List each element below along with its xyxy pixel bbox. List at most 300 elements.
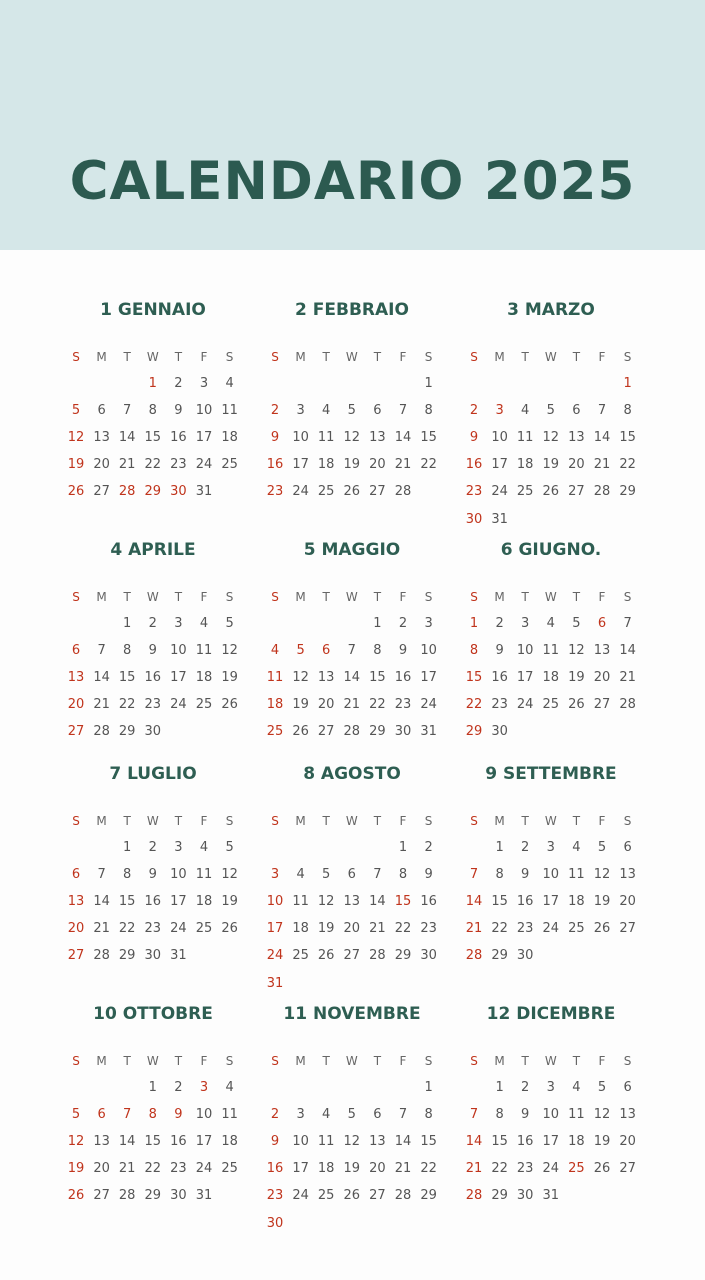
holiday-day: 7 — [123, 1107, 132, 1123]
page-title: CALENDARIO 2025 — [69, 151, 636, 212]
month-title: 7 LUGLIO — [109, 764, 197, 784]
holiday-day: 16 — [465, 457, 483, 473]
day: 4 — [296, 867, 305, 883]
weekday-label: T — [322, 350, 330, 364]
day: 18 — [568, 894, 585, 910]
day: 24 — [542, 1161, 560, 1177]
day: 25 — [317, 1188, 335, 1204]
day: 10 — [292, 1134, 309, 1150]
day: 23 — [394, 697, 412, 713]
holiday-day: 22 — [465, 697, 483, 713]
weekday-label: S — [424, 350, 433, 364]
day: 31 — [420, 724, 437, 740]
day: 13 — [593, 643, 611, 659]
day: 5 — [347, 1107, 356, 1123]
day: 15 — [369, 670, 386, 686]
holiday-day: 31 — [266, 975, 284, 991]
day: 25 — [568, 921, 585, 937]
holiday-day: 2 — [270, 1107, 280, 1123]
day: 10 — [292, 430, 309, 446]
day: 26 — [221, 921, 238, 937]
weekday-label: T — [322, 590, 330, 604]
weekday-label: F — [399, 1054, 407, 1068]
day: 24 — [292, 484, 309, 500]
weekday-label: W — [146, 1054, 159, 1068]
holiday-day: 12 — [67, 430, 85, 446]
day: 4 — [521, 403, 530, 419]
day: 19 — [343, 1161, 361, 1177]
day: 9 — [521, 867, 530, 883]
day: 18 — [195, 894, 213, 910]
holiday-day: 27 — [67, 724, 85, 740]
holiday-day: 16 — [266, 457, 284, 473]
weekday-label: F — [200, 590, 208, 604]
weekday-label: S — [424, 590, 433, 604]
day: 18 — [195, 670, 213, 686]
day: 17 — [170, 894, 187, 910]
day: 2 — [521, 1080, 530, 1095]
weekday-label: T — [174, 590, 183, 604]
weekday-label: S — [470, 350, 478, 364]
day: 14 — [343, 670, 361, 686]
weekday-label: S — [225, 1054, 234, 1068]
day: 23 — [144, 697, 162, 713]
weekday-label: S — [225, 814, 234, 828]
weekday-label: T — [174, 350, 183, 364]
day: 9 — [495, 643, 504, 659]
holiday-day: 16 — [266, 1161, 284, 1177]
day: 25 — [516, 484, 534, 500]
day: 15 — [144, 1134, 162, 1150]
day: 5 — [225, 840, 234, 855]
day: 27 — [343, 948, 361, 964]
weekday-label: M — [96, 350, 107, 364]
weekday-label: S — [72, 590, 80, 604]
day: 30 — [516, 948, 534, 964]
weekday-label: T — [123, 350, 131, 364]
day: 31 — [195, 484, 213, 500]
weekday-label: S — [271, 590, 279, 604]
weekday-label: S — [470, 1054, 478, 1068]
day: 2 — [521, 840, 530, 855]
holiday-day: 3 — [495, 403, 504, 419]
day: 13 — [93, 1134, 110, 1150]
day: 24 — [195, 1161, 213, 1177]
day: 24 — [516, 697, 534, 713]
weekday-label: W — [544, 350, 557, 364]
day: 13 — [317, 670, 335, 686]
holiday-day: 28 — [465, 948, 483, 964]
weekday-label: T — [521, 590, 529, 604]
day: 8 — [623, 403, 632, 419]
holiday-day: 30 — [266, 1215, 284, 1231]
weekday-label: S — [72, 1054, 80, 1068]
month-title: 5 MAGGIO — [303, 540, 401, 560]
holiday-day: 6 — [597, 616, 607, 631]
day: 18 — [568, 1134, 585, 1150]
day: 8 — [123, 867, 132, 883]
day: 11 — [221, 1107, 238, 1123]
day: 16 — [144, 894, 162, 910]
day: 20 — [619, 1134, 636, 1150]
weekday-label: S — [271, 350, 279, 364]
day: 5 — [322, 867, 331, 883]
weekday-label: T — [322, 1054, 330, 1068]
day: 13 — [568, 430, 585, 446]
day: 5 — [597, 840, 607, 855]
day: 6 — [623, 840, 632, 855]
weekday-label: F — [598, 1054, 606, 1068]
day: 19 — [593, 894, 611, 910]
weekday-label: S — [623, 1054, 632, 1068]
day: 16 — [516, 1134, 534, 1150]
day: 11 — [568, 1107, 585, 1123]
day: 26 — [343, 1188, 361, 1204]
day: 3 — [199, 376, 209, 391]
holiday-day: 19 — [67, 457, 85, 473]
day: 23 — [516, 1161, 534, 1177]
day: 30 — [420, 948, 437, 964]
day: 14 — [394, 430, 412, 446]
day: 4 — [572, 840, 581, 855]
holiday-day: 27 — [67, 948, 85, 964]
day: 25 — [195, 697, 213, 713]
day: 18 — [317, 1161, 335, 1177]
day: 1 — [424, 1080, 433, 1095]
month-title: 12 DICEMBRE — [486, 1004, 616, 1024]
day: 28 — [394, 484, 412, 500]
day: 12 — [343, 430, 361, 446]
holiday-day: 13 — [67, 670, 85, 686]
day: 25 — [542, 697, 560, 713]
day: 25 — [195, 921, 213, 937]
weekday-label: W — [544, 590, 557, 604]
day: 13 — [619, 1107, 636, 1123]
holiday-day: 30 — [170, 484, 187, 500]
day: 28 — [118, 1188, 136, 1204]
weekday-label: T — [521, 350, 529, 364]
weekday-label: T — [572, 590, 581, 604]
day: 15 — [491, 1134, 508, 1150]
day: 30 — [394, 724, 412, 740]
weekday-label: S — [424, 1054, 433, 1068]
day: 29 — [369, 724, 386, 740]
weekday-label: M — [494, 814, 505, 828]
day: 19 — [568, 670, 585, 686]
day: 8 — [424, 403, 433, 419]
day: 20 — [369, 1161, 386, 1177]
day: 20 — [343, 921, 361, 937]
day: 3 — [424, 616, 433, 631]
day: 26 — [593, 1161, 611, 1177]
weekday-label: T — [123, 814, 131, 828]
day: 10 — [542, 867, 560, 883]
day: 20 — [93, 457, 110, 473]
holiday-day: 9 — [174, 1107, 183, 1123]
day: 14 — [369, 894, 386, 910]
day: 26 — [221, 697, 238, 713]
weekday-label: S — [623, 814, 632, 828]
day: 3 — [296, 403, 305, 419]
holiday-day: 10 — [266, 894, 284, 910]
weekday-label: S — [623, 590, 632, 604]
day: 22 — [491, 921, 508, 937]
weekday-label: S — [623, 350, 632, 364]
day: 29 — [491, 1188, 508, 1204]
day: 16 — [420, 894, 437, 910]
day: 18 — [221, 1134, 238, 1150]
holiday-day: 6 — [71, 643, 81, 659]
day: 18 — [292, 921, 309, 937]
weekday-label: F — [200, 350, 208, 364]
day: 9 — [398, 643, 408, 659]
day: 7 — [373, 867, 382, 883]
month-title: 4 APRILE — [110, 540, 196, 560]
day: 7 — [597, 403, 607, 419]
weekday-label: T — [123, 1054, 131, 1068]
day: 21 — [593, 457, 611, 473]
day: 8 — [424, 1107, 433, 1123]
day: 29 — [619, 484, 636, 500]
day: 30 — [144, 948, 162, 964]
day: 15 — [118, 894, 136, 910]
day: 28 — [343, 724, 361, 740]
day: 25 — [221, 457, 238, 473]
weekday-label: T — [123, 590, 131, 604]
weekday-label: W — [544, 814, 557, 828]
holiday-day: 12 — [67, 1134, 85, 1150]
day: 22 — [394, 921, 412, 937]
holiday-day: 23 — [266, 1188, 284, 1204]
day: 26 — [593, 921, 611, 937]
weekday-label: T — [572, 350, 581, 364]
day: 15 — [619, 430, 636, 446]
day: 22 — [369, 697, 386, 713]
weekday-label: W — [345, 350, 358, 364]
holiday-day: 1 — [148, 376, 157, 391]
day: 10 — [170, 867, 187, 883]
day: 5 — [597, 1080, 607, 1095]
day: 16 — [170, 1134, 187, 1150]
day: 23 — [170, 457, 187, 473]
day: 21 — [118, 457, 136, 473]
day: 30 — [144, 724, 162, 740]
day: 7 — [97, 643, 106, 659]
day: 1 — [424, 376, 433, 391]
day: 9 — [148, 643, 157, 659]
holiday-day: 29 — [465, 724, 483, 740]
day: 4 — [322, 1107, 331, 1123]
weekday-label: F — [598, 350, 606, 364]
day: 9 — [424, 867, 433, 883]
holiday-day: 7 — [469, 867, 479, 883]
day: 25 — [292, 948, 309, 964]
day: 7 — [398, 1107, 408, 1123]
weekday-label: F — [598, 814, 606, 828]
day: 17 — [542, 894, 560, 910]
holiday-day: 3 — [270, 867, 280, 883]
day: 12 — [221, 643, 238, 659]
day: 17 — [420, 670, 437, 686]
day: 3 — [521, 616, 530, 631]
day: 25 — [317, 484, 335, 500]
day: 12 — [593, 1107, 611, 1123]
day: 22 — [144, 457, 162, 473]
weekday-label: S — [271, 1054, 279, 1068]
holiday-day: 19 — [67, 1161, 85, 1177]
day: 24 — [195, 457, 213, 473]
weekday-label: M — [295, 1054, 306, 1068]
day: 6 — [373, 403, 382, 419]
day: 15 — [491, 894, 508, 910]
day: 17 — [491, 457, 508, 473]
holiday-day: 28 — [118, 484, 136, 500]
holiday-day: 23 — [465, 484, 483, 500]
day: 16 — [170, 430, 187, 446]
day: 30 — [516, 1188, 534, 1204]
day: 3 — [546, 840, 555, 855]
day: 21 — [93, 921, 110, 937]
day: 9 — [521, 1107, 530, 1123]
day: 27 — [619, 921, 636, 937]
day: 2 — [174, 376, 183, 391]
day: 31 — [491, 511, 508, 527]
day: 11 — [542, 643, 560, 659]
day: 20 — [568, 457, 585, 473]
holiday-day: 25 — [568, 1161, 585, 1177]
day: 27 — [619, 1161, 636, 1177]
day: 1 — [398, 840, 408, 855]
weekday-label: W — [544, 1054, 557, 1068]
day: 1 — [148, 1080, 157, 1095]
day: 13 — [619, 867, 636, 883]
day: 19 — [593, 1134, 611, 1150]
day: 1 — [123, 840, 132, 855]
day: 14 — [593, 430, 611, 446]
day: 11 — [568, 867, 585, 883]
day: 27 — [568, 484, 585, 500]
weekday-label: S — [424, 814, 433, 828]
day: 7 — [97, 867, 106, 883]
day: 19 — [292, 697, 309, 713]
holiday-day: 8 — [148, 1107, 157, 1123]
day: 15 — [144, 430, 162, 446]
holiday-day: 23 — [266, 484, 284, 500]
day: 2 — [398, 616, 408, 631]
day: 27 — [93, 1188, 110, 1204]
weekday-label: M — [494, 1054, 505, 1068]
day: 11 — [195, 643, 213, 659]
weekday-label: W — [146, 350, 159, 364]
holiday-day: 2 — [270, 403, 280, 419]
weekday-label: T — [174, 814, 183, 828]
holiday-day: 20 — [67, 921, 85, 937]
weekday-label: M — [96, 590, 107, 604]
day: 28 — [593, 484, 611, 500]
day: 2 — [424, 840, 433, 855]
weekday-label: F — [399, 590, 407, 604]
day: 10 — [542, 1107, 560, 1123]
weekday-label: W — [146, 590, 159, 604]
day: 2 — [148, 616, 157, 631]
holiday-day: 6 — [71, 867, 81, 883]
day: 26 — [343, 484, 361, 500]
day: 20 — [93, 1161, 110, 1177]
month-title: 3 MARZO — [507, 300, 595, 320]
day: 23 — [170, 1161, 187, 1177]
day: 8 — [398, 867, 408, 883]
day: 11 — [516, 430, 534, 446]
weekday-label: S — [225, 590, 234, 604]
day: 15 — [420, 1134, 437, 1150]
holiday-day: 9 — [270, 1134, 280, 1150]
weekday-label: M — [96, 1054, 107, 1068]
month-title: 6 GIUGNO. — [500, 540, 602, 560]
holiday-day: 15 — [394, 894, 412, 910]
month-title: 9 SETTEMBRE — [485, 764, 617, 784]
day: 21 — [118, 1161, 136, 1177]
weekday-label: T — [572, 814, 581, 828]
weekday-label: S — [72, 350, 80, 364]
weekday-label: T — [322, 814, 330, 828]
day: 4 — [225, 1080, 234, 1095]
day: 18 — [542, 670, 560, 686]
day: 11 — [195, 867, 213, 883]
day: 12 — [568, 643, 585, 659]
day: 13 — [369, 1134, 386, 1150]
day: 17 — [195, 1134, 213, 1150]
holiday-day: 8 — [469, 643, 479, 659]
day: 23 — [491, 697, 508, 713]
day: 18 — [317, 457, 335, 473]
day: 12 — [542, 430, 560, 446]
day: 28 — [369, 948, 386, 964]
day: 17 — [292, 457, 309, 473]
day: 10 — [195, 403, 213, 419]
day: 14 — [394, 1134, 412, 1150]
day: 6 — [373, 1107, 382, 1123]
header-banner — [0, 0, 705, 250]
day: 20 — [593, 670, 611, 686]
day: 13 — [93, 430, 110, 446]
day: 14 — [619, 643, 636, 659]
day: 4 — [572, 1080, 581, 1095]
day: 26 — [317, 948, 335, 964]
day: 19 — [317, 921, 335, 937]
day: 4 — [199, 616, 209, 631]
day: 30 — [491, 724, 508, 740]
day: 28 — [619, 697, 636, 713]
day: 27 — [317, 724, 335, 740]
day: 13 — [343, 894, 361, 910]
day: 29 — [118, 724, 136, 740]
day: 21 — [619, 670, 636, 686]
weekday-label: T — [174, 1054, 183, 1068]
day: 18 — [221, 430, 238, 446]
day: 8 — [495, 867, 504, 883]
day: 15 — [420, 430, 437, 446]
day: 11 — [292, 894, 309, 910]
day: 16 — [144, 670, 162, 686]
day: 11 — [221, 403, 238, 419]
holiday-day: 20 — [67, 697, 85, 713]
day: 17 — [195, 430, 213, 446]
weekday-label: M — [494, 590, 505, 604]
month-title: 8 AGOSTO — [303, 764, 401, 784]
month-title: 1 GENNAIO — [100, 300, 206, 320]
weekday-label: T — [373, 814, 382, 828]
day: 18 — [516, 457, 534, 473]
